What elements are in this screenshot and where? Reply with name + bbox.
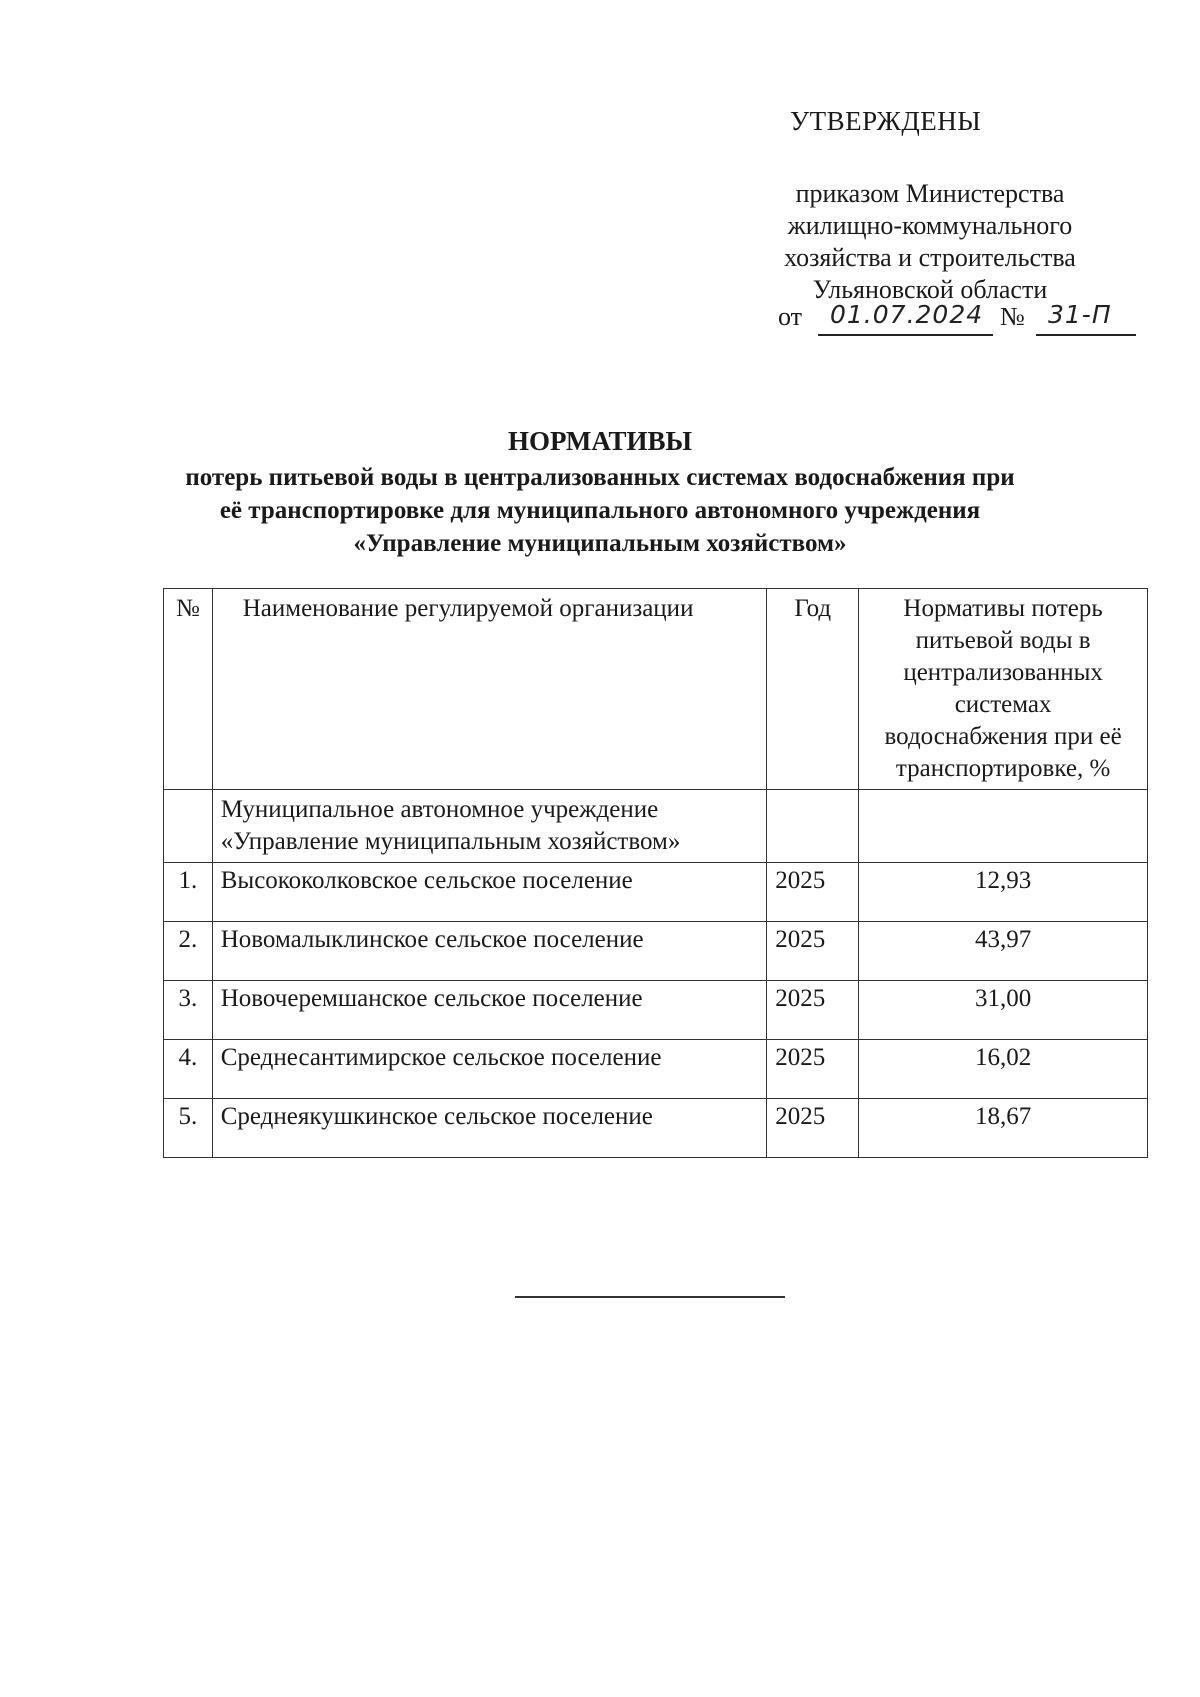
row-value: 43,97 xyxy=(859,922,1148,981)
approval-line-3: хозяйства и строительства xyxy=(784,243,1076,272)
row-year: 2025 xyxy=(767,1099,859,1158)
date-underline xyxy=(818,334,993,336)
header-num: № xyxy=(164,589,213,790)
organization-value-cell xyxy=(859,790,1148,863)
table-row xyxy=(164,863,1148,922)
row-name: Новомалыклинское сельское поселение xyxy=(212,922,766,981)
table-row xyxy=(164,1099,1148,1158)
row-num: 4. xyxy=(164,1040,213,1099)
number-underline xyxy=(1036,334,1136,336)
norms-table xyxy=(163,588,1148,1158)
organization-name: Муниципальное автономное учреждение «Управление муниципальным хозяйством» xyxy=(212,790,766,863)
approval-line-1: приказом Министерства xyxy=(795,179,1065,208)
table-row xyxy=(164,981,1148,1040)
row-num: 1. xyxy=(164,863,213,922)
organization-num-cell xyxy=(164,790,213,863)
number-value-handwritten: 31-П xyxy=(1048,300,1112,329)
row-value: 16,02 xyxy=(859,1040,1148,1099)
approval-title: УТВЕРЖДЕНЫ xyxy=(790,106,982,136)
row-num: 2. xyxy=(164,922,213,981)
row-value: 12,93 xyxy=(859,863,1148,922)
table-row xyxy=(164,922,1148,981)
table-header-row xyxy=(164,589,1148,790)
row-name: Среднеякушкинское сельское поселение xyxy=(212,1099,766,1158)
row-value: 18,67 xyxy=(859,1099,1148,1158)
document-subtitle-line-1: потерь питьевой воды в централизованных системах водоснабжения при xyxy=(185,464,1015,491)
row-num: 5. xyxy=(164,1099,213,1158)
document-title: НОРМАТИВЫ xyxy=(507,426,693,456)
row-year: 2025 xyxy=(767,1040,859,1099)
row-year: 2025 xyxy=(767,981,859,1040)
row-name: Среднесантимирское сельское поселение xyxy=(212,1040,766,1099)
header-value: Нормативы потерь питьевой воды в централизованных системах водоснабжения при её транспортировке, % xyxy=(859,589,1148,790)
row-name: Высококолковское сельское поселение xyxy=(212,863,766,922)
header-name: Наименование регулируемой организации xyxy=(212,589,766,790)
approval-line-2: жилищно-коммунального xyxy=(787,211,1073,240)
header-year: Год xyxy=(767,589,859,790)
document-subtitle-line-2: её транспортировке для муниципального автономного учреждения xyxy=(219,497,981,524)
table-row xyxy=(164,1040,1148,1099)
row-name: Новочеремшанское сельское поселение xyxy=(212,981,766,1040)
row-value: 31,00 xyxy=(859,981,1148,1040)
date-prefix: от xyxy=(778,302,803,331)
row-year: 2025 xyxy=(767,922,859,981)
row-num: 3. xyxy=(164,981,213,1040)
closing-divider xyxy=(515,1296,785,1298)
approval-line-4: Ульяновской области xyxy=(812,275,1048,304)
organization-year-cell xyxy=(767,790,859,863)
row-year: 2025 xyxy=(767,863,859,922)
organization-row xyxy=(164,790,1148,863)
number-prefix: № xyxy=(1000,302,1025,331)
document-subtitle-line-3: «Управление муниципальным хозяйством» xyxy=(353,530,847,557)
date-value-handwritten: 01.07.2024 xyxy=(830,300,984,329)
